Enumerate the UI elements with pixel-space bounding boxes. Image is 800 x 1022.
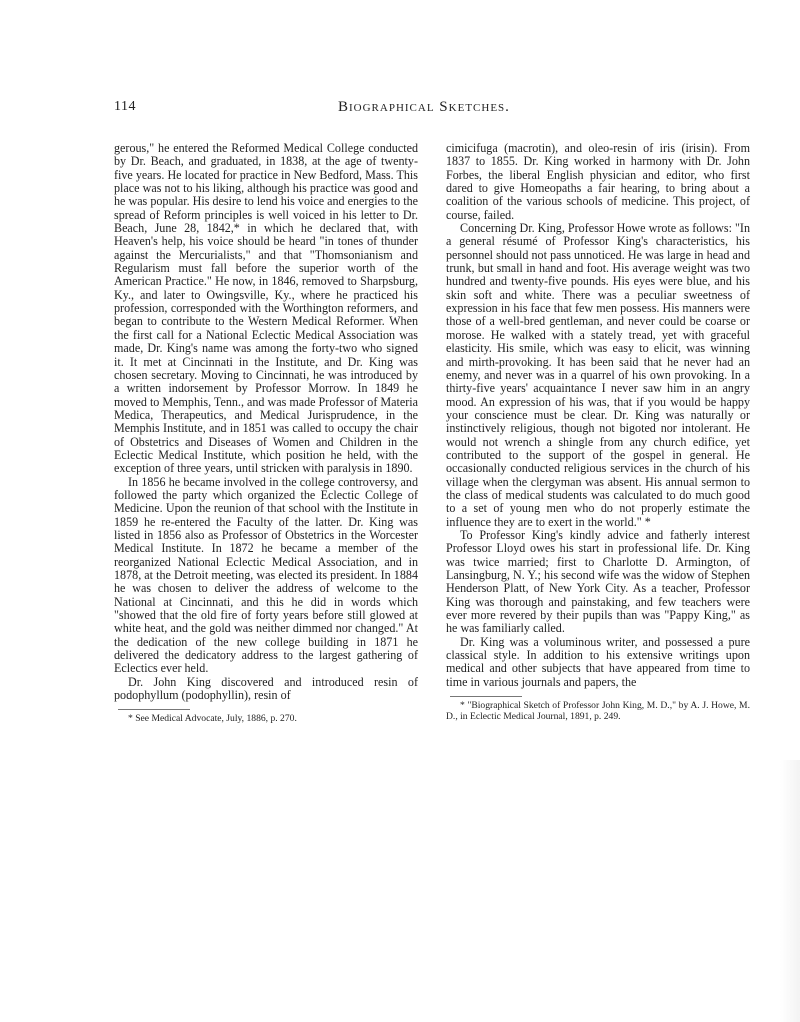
paragraph: Concerning Dr. King, Professor Howe wrote as follows: "In a general résumé of Professor King's characteristics, his personnel should not pass unnoticed. He was large in head and trunk, but small in hand and foot. His average weight was two hundred and twenty-five pounds. His eyes were blue, and his skin soft and white. There was a peculiar sweetness of expression in his face that few men possess. His manners were those of a well-bred gentleman, and never could be coarse or morose. He walked with a stately tread, yet with graceful elasticity. His smile, which was easy to elicit, was winning and mirth-provoking. It has been said that he never had an enemy, and never was in a quarrel of his own provoking. In a thirty-five years' acquaintance I never saw him in an angry mood. An expression of his was, that if you would be happy your conscience must be clear. Dr. King was naturally or instinctively religious, though not bigoted nor intolerant. He would not wrench a shingle from any church edifice, yet contributed to the support of the gospel in general. He occasionally conducted religious services in the church of his village when the clergyman was absent. His annual sermon to the class of medical students was calculated to do much good to a set of young men who do not properly estimate the influence they are to exert in the world." * [446, 221, 750, 529]
left-column [114, 142, 418, 724]
page-number: 114 [114, 99, 136, 114]
footnote: * See Medical Advocate, July, 1886, p. 270. [128, 713, 297, 725]
right-column [446, 142, 750, 722]
paragraph: Dr. John King discovered and introduced resin of podophyllum (podophyllin), resin of [114, 674, 418, 703]
footnote: * "Biographical Sketch of Professor John King, M. D.," by A. J. Howe, M. D., in Eclectic Medical Journal, 1891, p. 249. [446, 700, 750, 723]
paragraph: Dr. King was a voluminous writer, and possessed a pure classical style. In addition to his extensive writings upon medical and other subjects that have appeared from time to time in various journals and papers, the [446, 634, 750, 689]
footnote-rule [450, 696, 522, 697]
page-header [0, 99, 800, 123]
running-head: Biographical Sketches. [338, 99, 510, 115]
paragraph: In 1856 he became involved in the college controversy, and followed the party which organized the Eclectic College of Medicine. Upon the reunion of that school with the Institute in 1859 he re-entered the Faculty of the latter. Dr. King was listed in 1856 also as Professor of Obstetrics in the Worcester Medical Institute. In 1872 he became a member of the reorganized National Eclectic Medical Association, and in 1878, at the Detroit meeting, was elected its president. In 1884 he was chosen to deliver the address of welcome to the National at Cincinnati, and this he did in words which "showed that the old fire of forty years before still glowed at white heat, and the gold was neither dimmed nor changed." At the dedication of the new college building in 1871 he delivered the dedicatory address to the largest gathering of Eclectics ever held. [114, 474, 418, 676]
footnote-rule [118, 709, 190, 710]
paragraph: cimicifuga (macrotin), and oleo-resin of iris (irisin). From 1837 to 1855. Dr. King worked in harmony with Dr. John Forbes, the liberal English physician and editor, who first dared to give Homeopaths a fair hearing, to bring about a coalition of the various schools of medicine. This project, of course, failed. [446, 141, 750, 222]
page-edge-shading [780, 760, 800, 1022]
paragraph: To Professor King's kindly advice and fatherly interest Professor Lloyd owes his start in professional life. Dr. King was twice married; first to Charlotte D. Armington, of Lansingburg, N. Y.; his second wife was the widow of Stephen Henderson Platt, of New York City. As a teacher, Professor King was thorough and painstaking, and few teachers were ever more revered by their pupils than was "Pappy King," as he was familiarly called. [446, 527, 750, 636]
paragraph: gerous," he entered the Reformed Medical College conducted by Dr. Beach, and graduated, in 1838, at the age of twenty-five years. He located for practice in New Bedford, Mass. This place was not to his liking, although his practice was good and he was popular. His desire to lend his voice and energies to the spread of Reform principles is well voiced in his letter to Dr. Beach, June 28, 1842,* in which he declared that, with Heaven's help, his voice should be heard "in tones of thunder against the Mercurialists," and that "Thomsonianism and Regularism must fall before the superior worth of the American Practice." He now, in 1846, removed to Sharpsburg, Ky., and later to Owingsville, Ky., where he practiced his profession, corresponded with the Worthington reformers, and began to contribute to the Western Medical Reformer. When the first call for a National Eclectic Medical Association was made, Dr. King's name was among the forty-two who signed it. It met at Cincinnati in the Institute, and Dr. King was chosen secretary. Moving to Cincinnati, he was introduced by a written indorsement by Professor Morrow. In 1849 he moved to Memphis, Tenn., and was made Professor of Materia Medica, Therapeutics, and Medical Jurisprudence, in the Memphis Institute, and in 1851 was called to occupy the chair of Obstetrics and Diseases of Women and Children in the Eclectic Medical Institute, which position he held, with the exception of three years, until stricken with paralysis in 1890. [114, 141, 418, 476]
